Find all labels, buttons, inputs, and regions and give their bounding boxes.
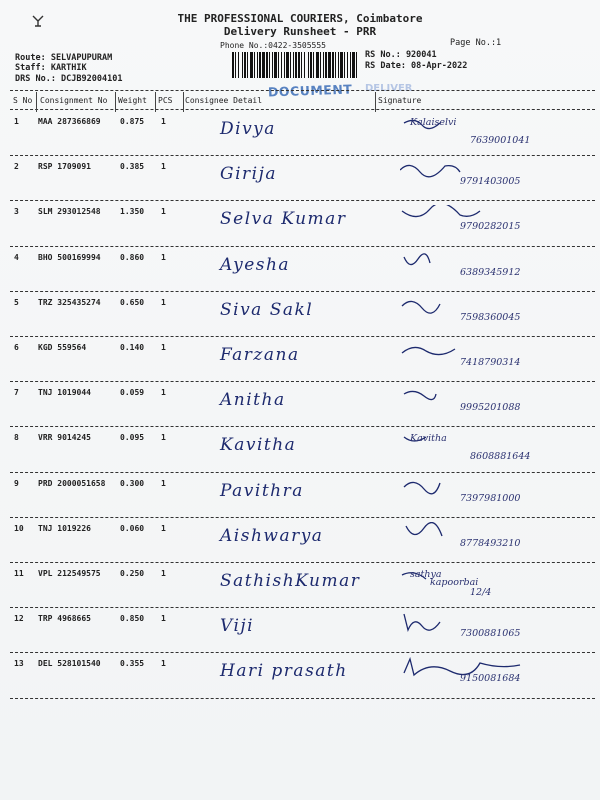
row-sno: 1 [14, 117, 19, 126]
barcode [232, 52, 358, 78]
row-pcs: 1 [161, 117, 166, 126]
row-sno: 2 [14, 162, 19, 172]
signature-text: 8608881644 [470, 451, 531, 463]
barcode-bar [281, 52, 282, 78]
rs-number: RS No.: 920041 [365, 50, 437, 60]
row-consignee-name: Aishwarya [220, 525, 324, 546]
signature-text: 9995201088 [460, 402, 521, 414]
barcode-bar [335, 52, 336, 78]
signature-handwriting [400, 251, 590, 291]
barcode-bar [304, 52, 305, 78]
row-consignment-no: KGD 559564 [38, 343, 87, 352]
barcode-bar [325, 52, 327, 78]
barcode-bar [344, 52, 345, 78]
row-sno: 10 [14, 523, 24, 533]
barcode-bar [347, 52, 348, 78]
barcode-bar [316, 52, 319, 78]
table-row [0, 292, 600, 336]
row-weight: 0.850 [120, 614, 145, 624]
row-pcs: 1 [161, 207, 166, 217]
row-pcs: 1 [161, 478, 166, 488]
signature-text: 9790282015 [460, 221, 521, 233]
document-title: Delivery Runsheet - PRR [223, 25, 377, 38]
barcode-bar [235, 52, 236, 78]
row-pcs: 1 [161, 252, 166, 262]
route-line: Route: SELVAPUPURAM [15, 53, 113, 63]
row-weight: 0.060 [120, 523, 145, 533]
barcode-bar [356, 52, 357, 78]
barcode-bar [259, 52, 261, 78]
table-row [0, 111, 600, 155]
row-consignment-no: BHO 500169994 [38, 252, 101, 262]
row-consignee-name: Ayesha [220, 254, 291, 275]
barcode-bar [298, 52, 300, 78]
barcode-bar [340, 52, 343, 78]
barcode-bar [293, 52, 294, 78]
signature-scribble [404, 482, 440, 493]
signature-scribble [402, 301, 440, 313]
barcode-bar [332, 52, 334, 78]
row-consignment-no: SLM 293012548 [38, 207, 101, 217]
row-consignment-no: RSP 1709091 [38, 162, 91, 172]
row-pcs: 1 [161, 523, 166, 533]
row-pcs: 1 [161, 614, 166, 624]
table-row [0, 563, 600, 607]
page-number: Page No.:1 [450, 38, 502, 48]
table-row [0, 608, 600, 652]
row-pcs: 1 [161, 297, 166, 307]
signature-text: Kavitha [410, 433, 447, 445]
row-consignment-no: VRR 9014245 [38, 433, 91, 443]
table-row [0, 473, 600, 517]
signature-text: kapoorbai [430, 577, 479, 588]
row-consignee-name: Hari prasath [220, 661, 348, 682]
signature-text: 7598360045 [460, 311, 521, 323]
signature-handwriting [400, 296, 590, 336]
row-consignee-name: Divya [220, 119, 276, 139]
row-pcs: 1 [161, 433, 166, 443]
barcode-bar [250, 52, 253, 78]
signature-text: sathya [410, 569, 442, 580]
row-weight: 0.385 [120, 162, 145, 172]
table-row [0, 518, 600, 562]
signature-text: 12/4 [470, 587, 492, 598]
col-divider [183, 92, 184, 112]
header-rule-bottom [10, 109, 595, 110]
barcode-bar [232, 52, 234, 78]
row-pcs: 1 [161, 569, 166, 578]
row-weight: 0.059 [120, 388, 145, 398]
row-weight: 0.250 [120, 569, 145, 578]
row-sno: 4 [14, 252, 19, 262]
row-pcs: 1 [161, 388, 166, 398]
company-title: THE PROFESSIONAL COURIERS, Coimbatore [177, 12, 423, 25]
row-divider [10, 698, 595, 699]
barcode-bar [272, 52, 273, 78]
row-pcs: 1 [161, 343, 166, 352]
row-weight: 0.650 [120, 297, 145, 307]
barcode-bar [238, 52, 239, 78]
row-consignee-name: Viji [220, 616, 255, 637]
barcode-bar [352, 52, 355, 78]
signature-handwriting [400, 160, 590, 200]
row-consignee-name: Siva Sakl [220, 299, 314, 320]
row-sno: 6 [14, 343, 19, 352]
barcode-bar [269, 52, 270, 78]
row-consignment-no: TRZ 325435274 [38, 297, 101, 307]
row-consignee-name: Farzana [220, 345, 300, 365]
signature-text: 7639001041 [470, 135, 531, 146]
row-weight: 0.355 [120, 659, 145, 669]
header-rule-top [10, 90, 595, 91]
row-weight: 0.095 [120, 433, 145, 443]
row-sno: 13 [14, 659, 24, 669]
col-divider [375, 92, 376, 112]
col-header-consignment: Consignment No [40, 96, 108, 105]
row-weight: 0.875 [120, 117, 145, 126]
signature-scribble [402, 205, 480, 217]
signature-text: 7397981000 [460, 492, 521, 504]
barcode-bar [266, 52, 268, 78]
barcode-bar [308, 52, 309, 78]
rs-date: RS Date: 08-Apr-2022 [365, 61, 468, 71]
barcode-bar [257, 52, 258, 78]
delivered-stamp: DELIVER [365, 83, 413, 94]
row-weight: 0.860 [120, 252, 145, 262]
table-row [0, 382, 600, 426]
col-divider [36, 92, 37, 112]
signature-handwriting [400, 115, 590, 155]
row-pcs: 1 [161, 162, 166, 172]
signature-text: 8778493210 [460, 537, 521, 549]
document-stamp: DOCUMENT [267, 81, 353, 100]
barcode-bar [328, 52, 331, 78]
signature-scribble [404, 614, 440, 630]
barcode-bar [301, 52, 302, 78]
barcode-bar [254, 52, 255, 78]
row-consignee-name: Pavithra [220, 480, 304, 501]
table-row [0, 201, 600, 245]
drs-line: DRS No.: DCJB92004101 [15, 74, 123, 84]
row-pcs: 1 [161, 659, 166, 669]
barcode-bar [247, 52, 248, 78]
row-consignee-name: Kavitha [220, 435, 297, 456]
signature-text: 9150081684 [460, 673, 521, 685]
row-consignment-no: VPL 212549575 [38, 569, 101, 578]
signature-handwriting [400, 657, 590, 697]
barcode-bar [286, 52, 289, 78]
barcode-bar [310, 52, 312, 78]
signature-handwriting [400, 612, 590, 652]
row-weight: 1.350 [120, 207, 145, 217]
staff-line: Staff: KARTHIK [15, 63, 87, 73]
row-sno: 3 [14, 207, 19, 217]
table-row [0, 337, 600, 381]
barcode-bar [338, 52, 339, 78]
barcode-bar [274, 52, 277, 78]
row-consignment-no: MAA 287366869 [38, 117, 101, 126]
signature-handwriting [400, 477, 590, 517]
signature-scribble [404, 392, 436, 400]
row-sno: 12 [14, 614, 24, 624]
barcode-bar [323, 52, 324, 78]
signature-handwriting [400, 341, 590, 381]
row-consignee-name: Anitha [220, 390, 286, 411]
row-consignee-name: Girija [220, 164, 277, 185]
row-weight: 0.140 [120, 343, 145, 352]
row-consignment-no: DEL 528101540 [38, 659, 101, 669]
barcode-bar [313, 52, 314, 78]
signature-text: 6389345912 [460, 266, 521, 278]
signature-text: 7418790314 [460, 357, 521, 368]
signature-handwriting [400, 386, 590, 426]
signature-text: 9791403005 [460, 176, 521, 188]
signature-handwriting [400, 567, 590, 607]
row-consignment-no: PRD 2000051658 [38, 478, 106, 488]
row-sno: 11 [14, 569, 24, 578]
row-sno: 7 [14, 388, 19, 398]
col-header-pcs: PCS [158, 96, 173, 105]
row-consignee-name: SathishKumar [220, 571, 361, 591]
row-sno: 9 [14, 478, 19, 488]
signature-handwriting [400, 431, 590, 471]
barcode-bar [262, 52, 265, 78]
signature-text: 7300881065 [460, 628, 521, 640]
signature-scribble [402, 347, 455, 354]
table-row [0, 247, 600, 291]
col-header-consignee: Consignee Detail [185, 96, 263, 105]
barcode-bar [284, 52, 285, 78]
row-consignment-no: TNJ 1019226 [38, 523, 91, 533]
barcode-bar [290, 52, 291, 78]
barcode-bar [350, 52, 351, 78]
col-header-weight: Weight [118, 96, 147, 105]
phone-number: Phone No.:0422-3505555 [220, 41, 326, 50]
signature-text: Kalaiselvi [410, 117, 457, 128]
row-consignment-no: TNJ 1019044 [38, 388, 91, 398]
barcode-bar [278, 52, 279, 78]
barcode-bar [320, 52, 321, 78]
table-row [0, 156, 600, 200]
table-row [0, 653, 600, 697]
col-header-sno: S No [13, 96, 33, 105]
signature-scribble [404, 253, 430, 264]
signature-scribble [406, 522, 442, 535]
row-sno: 8 [14, 433, 19, 443]
signature-handwriting [400, 205, 590, 245]
row-sno: 5 [14, 297, 19, 307]
col-divider [155, 92, 156, 112]
row-weight: 0.300 [120, 478, 145, 488]
row-consignee-name: Selva Kumar [220, 209, 347, 230]
barcode-bar [242, 52, 243, 78]
row-consignment-no: TRP 4968665 [38, 614, 91, 624]
barcode-bar [295, 52, 297, 78]
col-divider [115, 92, 116, 112]
signature-scribble [400, 166, 460, 177]
table-row [0, 427, 600, 471]
barcode-bar [244, 52, 246, 78]
col-header-signature: Signature [378, 96, 422, 105]
signature-handwriting [400, 522, 590, 562]
